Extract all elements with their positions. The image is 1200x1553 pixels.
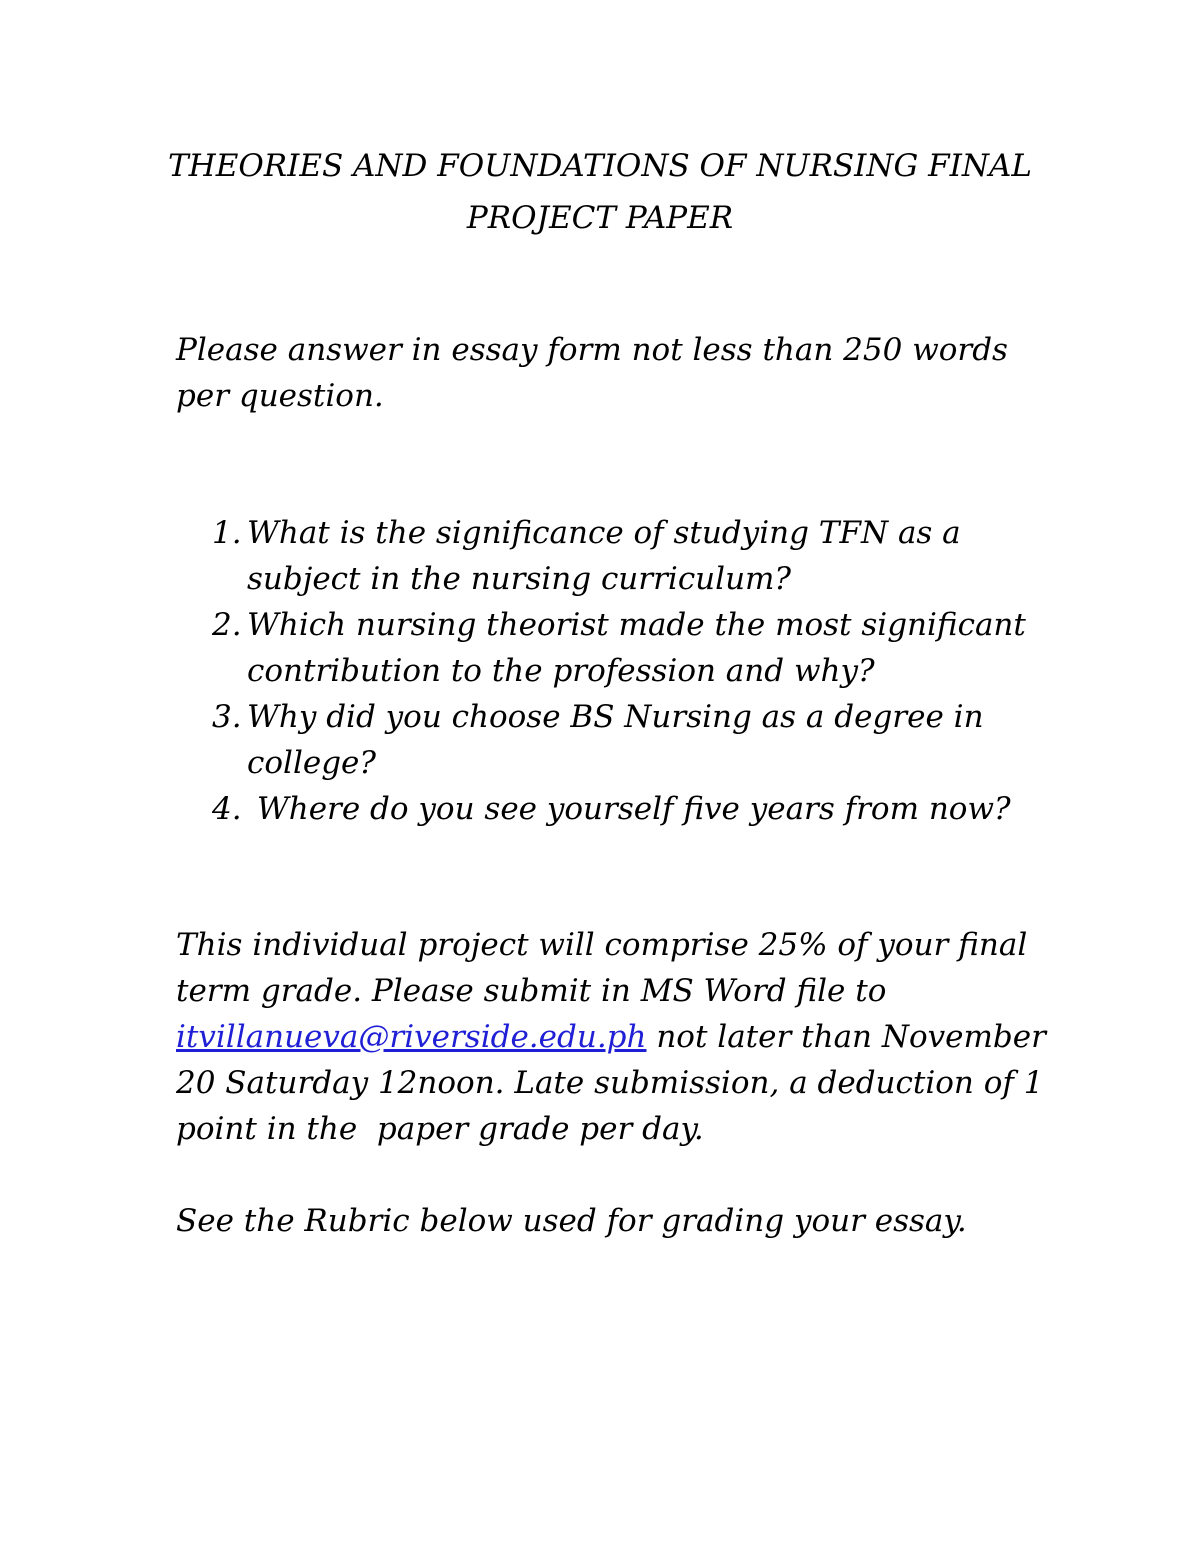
question-text: Why did you choose BS Nursing as a degree in college? [247,699,984,781]
email-link[interactable]: itvillanueva@riverside.edu.ph [176,1019,647,1055]
question-number: 1. [212,515,242,551]
question-item-4 [176,786,1056,832]
question-text: Where do you see yourself five years from now? [247,791,1011,827]
question-number: 2. [212,607,242,643]
question-number: 4. [212,791,242,827]
question-list [176,510,1056,832]
title-line-2: PROJECT PAPER [466,200,734,236]
question-text: Which nursing theorist made the most significant contribution to the profession and why? [247,607,1026,689]
notice-text-after-email: not later than November 20 Saturday 12noon. Late submission, a deduction of 1 point in the paper grade per day. [176,1019,1056,1147]
submission-notice-paragraph [176,922,1056,1152]
question-item-3 [176,694,1056,786]
instructions-paragraph: Please answer in essay form not less than 250 words per question. [176,332,1008,414]
question-number: 3. [212,699,242,735]
question-item-1 [176,510,1056,602]
question-text: What is the significance of studying TFN as a subject in the nursing curriculum? [247,515,961,597]
question-item-2 [176,602,1056,694]
notice-text-before-email: This individual project will comprise 25% of your final term grade. Please submit in MS Word file to [176,927,1038,1009]
rubric-note-paragraph: See the Rubric below used for grading your essay. [176,1203,967,1239]
title-line-1: THEORIES AND FOUNDATIONS OF NURSING FINAL [167,148,1032,184]
document-title [150,140,1050,244]
